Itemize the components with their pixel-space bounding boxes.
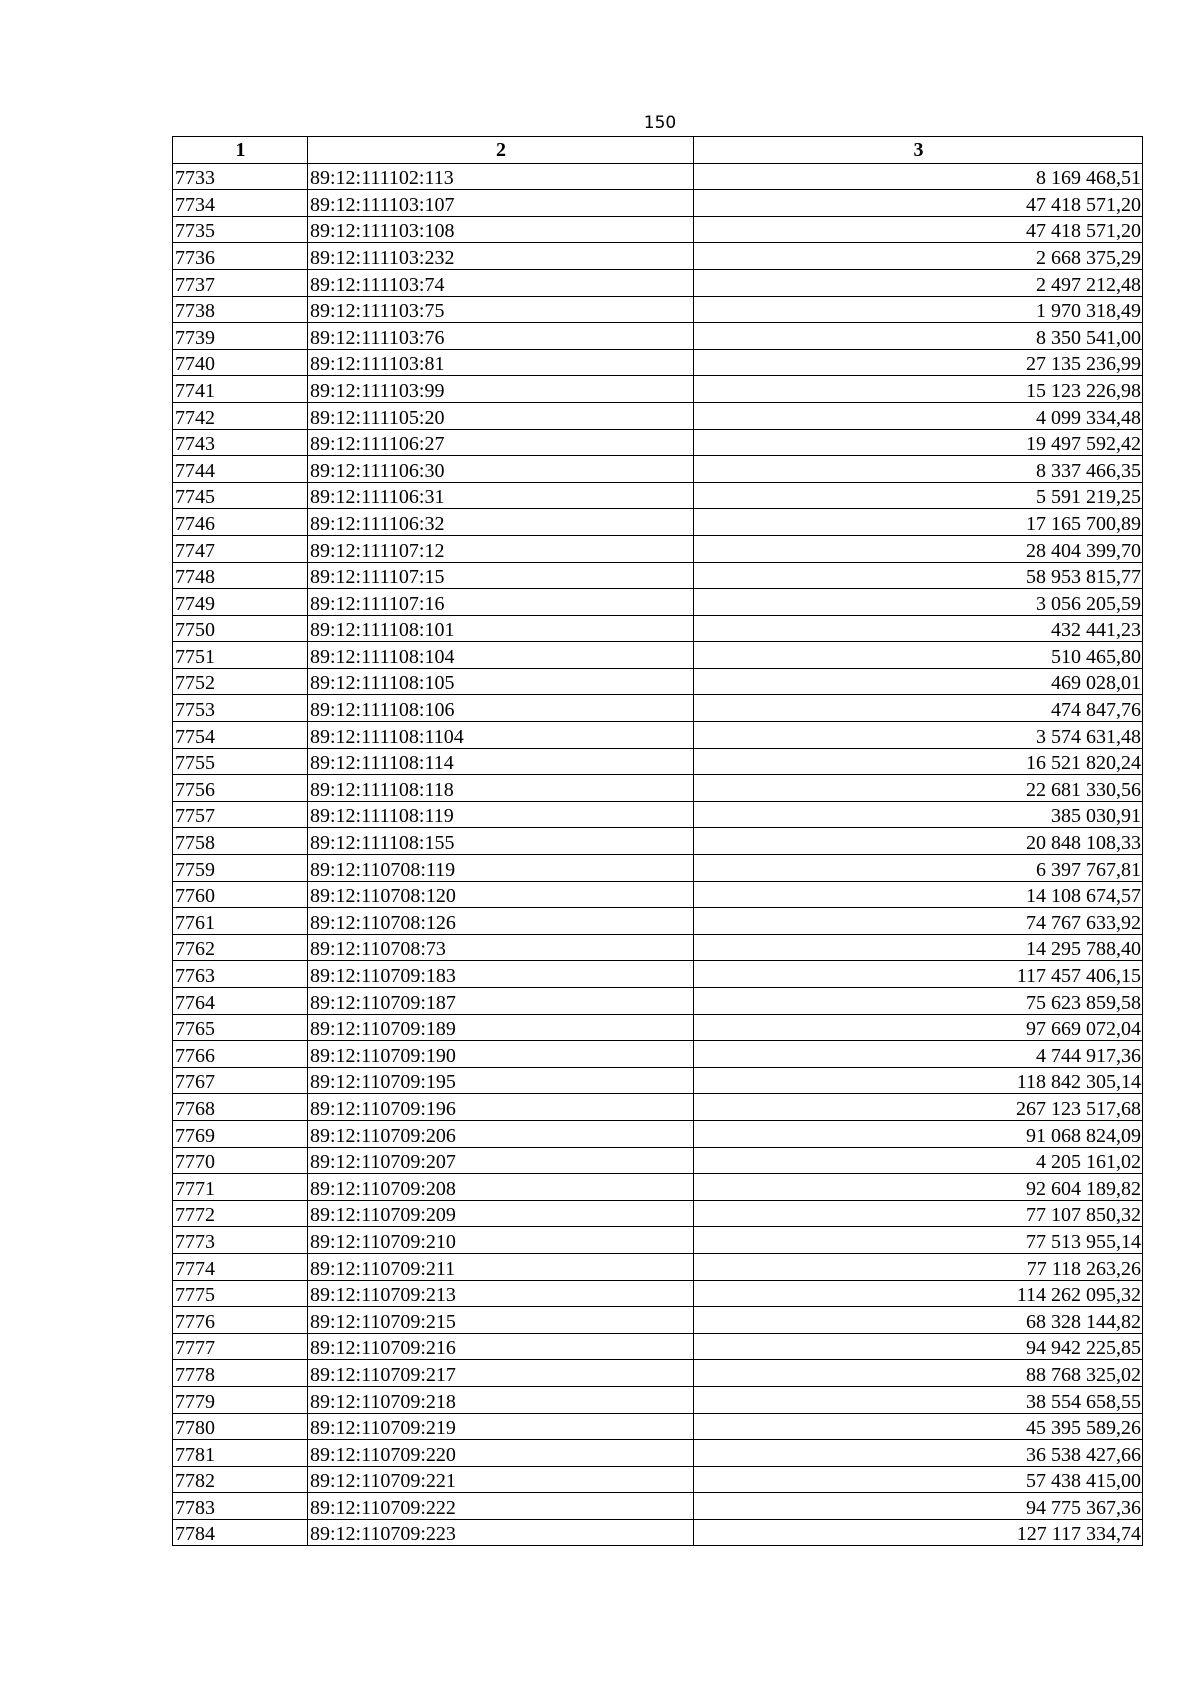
row-number-cell: 7782: [173, 1466, 308, 1493]
value-cell: 4 205 161,02: [694, 1147, 1143, 1174]
row-number-cell: 7760: [173, 881, 308, 908]
value-cell: 469 028,01: [694, 668, 1143, 695]
row-number-cell: 7733: [173, 163, 308, 190]
value-cell: 68 328 144,82: [694, 1307, 1143, 1334]
cadastral-number-cell: 89:12:111108:1104: [308, 722, 694, 749]
table-row: [173, 961, 1143, 988]
table-row: [173, 828, 1143, 855]
row-number-cell: 7753: [173, 695, 308, 722]
table-row: [173, 1094, 1143, 1121]
table-row: [173, 269, 1143, 296]
table-row: [173, 1333, 1143, 1360]
cadastral-number-cell: 89:12:111108:104: [308, 642, 694, 669]
value-cell: 94 775 367,36: [694, 1493, 1143, 1520]
table-row: [173, 535, 1143, 562]
cadastral-number-cell: 89:12:111103:107: [308, 190, 694, 217]
cadastral-number-cell: 89:12:110709:219: [308, 1413, 694, 1440]
table-row: [173, 881, 1143, 908]
row-number-cell: 7745: [173, 482, 308, 509]
table-row: [173, 1466, 1143, 1493]
cadastral-number-cell: 89:12:111106:32: [308, 509, 694, 536]
table-row: [173, 1493, 1143, 1520]
cadastral-number-cell: 89:12:110709:187: [308, 988, 694, 1015]
table-row: [173, 296, 1143, 323]
value-cell: 1 970 318,49: [694, 296, 1143, 323]
value-cell: 15 123 226,98: [694, 376, 1143, 403]
value-cell: 114 262 095,32: [694, 1280, 1143, 1307]
value-cell: 97 669 072,04: [694, 1014, 1143, 1041]
header-row: [173, 137, 1143, 164]
row-number-cell: 7751: [173, 642, 308, 669]
cadastral-number-cell: 89:12:110709:189: [308, 1014, 694, 1041]
row-number-cell: 7765: [173, 1014, 308, 1041]
table-row: [173, 1413, 1143, 1440]
value-cell: 4 744 917,36: [694, 1041, 1143, 1068]
value-cell: 45 395 589,26: [694, 1413, 1143, 1440]
table-row: [173, 722, 1143, 749]
row-number-cell: 7740: [173, 349, 308, 376]
value-cell: 16 521 820,24: [694, 748, 1143, 775]
table-row: [173, 695, 1143, 722]
cadastral-number-cell: 89:12:111106:31: [308, 482, 694, 509]
value-cell: 117 457 406,15: [694, 961, 1143, 988]
cadastral-number-cell: 89:12:111103:74: [308, 269, 694, 296]
page-number: 150: [643, 113, 677, 133]
cadastral-value-table: [172, 136, 1143, 1546]
value-cell: 17 165 700,89: [694, 509, 1143, 536]
cadastral-number-cell: 89:12:111108:118: [308, 775, 694, 802]
value-cell: 47 418 571,20: [694, 190, 1143, 217]
cadastral-number-cell: 89:12:110709:213: [308, 1280, 694, 1307]
row-number-cell: 7783: [173, 1493, 308, 1520]
row-number-cell: 7742: [173, 402, 308, 429]
value-cell: 28 404 399,70: [694, 535, 1143, 562]
cadastral-number-cell: 89:12:111107:16: [308, 589, 694, 616]
value-cell: 22 681 330,56: [694, 775, 1143, 802]
table-row: [173, 589, 1143, 616]
row-number-cell: 7780: [173, 1413, 308, 1440]
table-row: [173, 456, 1143, 483]
table-row: [173, 1200, 1143, 1227]
table-row: [173, 1120, 1143, 1147]
value-cell: 19 497 592,42: [694, 429, 1143, 456]
value-cell: 4 099 334,48: [694, 402, 1143, 429]
table-row: [173, 988, 1143, 1015]
cadastral-number-cell: 89:12:110709:215: [308, 1307, 694, 1334]
value-cell: 3 056 205,59: [694, 589, 1143, 616]
table-row: [173, 429, 1143, 456]
cadastral-number-cell: 89:12:110709:216: [308, 1333, 694, 1360]
table-row: [173, 1014, 1143, 1041]
cadastral-number-cell: 89:12:111108:101: [308, 615, 694, 642]
value-cell: 118 842 305,14: [694, 1067, 1143, 1094]
value-cell: 432 441,23: [694, 615, 1143, 642]
row-number-cell: 7763: [173, 961, 308, 988]
table-row: [173, 482, 1143, 509]
cadastral-number-cell: 89:12:110709:207: [308, 1147, 694, 1174]
cadastral-number-cell: 89:12:110708:73: [308, 934, 694, 961]
row-number-cell: 7743: [173, 429, 308, 456]
table-row: [173, 1280, 1143, 1307]
value-cell: 92 604 189,82: [694, 1174, 1143, 1201]
cadastral-number-cell: 89:12:110709:209: [308, 1200, 694, 1227]
column-header-3: 3: [694, 137, 1143, 164]
row-number-cell: 7781: [173, 1440, 308, 1467]
cadastral-number-cell: 89:12:110709:206: [308, 1120, 694, 1147]
table-row: [173, 1307, 1143, 1334]
cadastral-number-cell: 89:12:111103:108: [308, 216, 694, 243]
table-row: [173, 908, 1143, 935]
table-row: [173, 1253, 1143, 1280]
table-row: [173, 562, 1143, 589]
row-number-cell: 7736: [173, 243, 308, 270]
value-cell: 77 118 263,26: [694, 1253, 1143, 1280]
value-cell: 267 123 517,68: [694, 1094, 1143, 1121]
row-number-cell: 7772: [173, 1200, 308, 1227]
value-cell: 75 623 859,58: [694, 988, 1143, 1015]
row-number-cell: 7762: [173, 934, 308, 961]
table-row: [173, 1147, 1143, 1174]
cadastral-number-cell: 89:12:111106:30: [308, 456, 694, 483]
table-row: [173, 1067, 1143, 1094]
cadastral-number-cell: 89:12:110709:210: [308, 1227, 694, 1254]
cadastral-number-cell: 89:12:110709:208: [308, 1174, 694, 1201]
cadastral-number-cell: 89:12:110709:211: [308, 1253, 694, 1280]
cadastral-number-cell: 89:12:111108:114: [308, 748, 694, 775]
row-number-cell: 7764: [173, 988, 308, 1015]
row-number-cell: 7758: [173, 828, 308, 855]
cadastral-number-cell: 89:12:111108:119: [308, 801, 694, 828]
cadastral-number-cell: 89:12:111107:12: [308, 535, 694, 562]
table-row: [173, 243, 1143, 270]
table-row: [173, 216, 1143, 243]
row-number-cell: 7774: [173, 1253, 308, 1280]
row-number-cell: 7750: [173, 615, 308, 642]
value-cell: 8 337 466,35: [694, 456, 1143, 483]
value-cell: 14 108 674,57: [694, 881, 1143, 908]
row-number-cell: 7737: [173, 269, 308, 296]
value-cell: 77 107 850,32: [694, 1200, 1143, 1227]
row-number-cell: 7744: [173, 456, 308, 483]
row-number-cell: 7752: [173, 668, 308, 695]
table-row: [173, 323, 1143, 350]
table-row: [173, 1519, 1143, 1546]
table-row: [173, 1360, 1143, 1387]
value-cell: 385 030,91: [694, 801, 1143, 828]
row-number-cell: 7746: [173, 509, 308, 536]
table-row: [173, 615, 1143, 642]
cadastral-number-cell: 89:12:111107:15: [308, 562, 694, 589]
row-number-cell: 7734: [173, 190, 308, 217]
value-cell: 47 418 571,20: [694, 216, 1143, 243]
value-cell: 8 169 468,51: [694, 163, 1143, 190]
row-number-cell: 7776: [173, 1307, 308, 1334]
cadastral-number-cell: 89:12:111105:20: [308, 402, 694, 429]
cadastral-number-cell: 89:12:111108:105: [308, 668, 694, 695]
cadastral-number-cell: 89:12:110708:126: [308, 908, 694, 935]
cadastral-number-cell: 89:12:110709:183: [308, 961, 694, 988]
row-number-cell: 7778: [173, 1360, 308, 1387]
cadastral-number-cell: 89:12:110709:221: [308, 1466, 694, 1493]
table-row: [173, 934, 1143, 961]
row-number-cell: 7759: [173, 855, 308, 882]
table-row: [173, 376, 1143, 403]
cadastral-number-cell: 89:12:110709:217: [308, 1360, 694, 1387]
row-number-cell: 7757: [173, 801, 308, 828]
cadastral-number-cell: 89:12:110709:223: [308, 1519, 694, 1546]
row-number-cell: 7755: [173, 748, 308, 775]
value-cell: 5 591 219,25: [694, 482, 1143, 509]
row-number-cell: 7773: [173, 1227, 308, 1254]
table-body: [173, 163, 1143, 1546]
cadastral-number-cell: 89:12:111103:232: [308, 243, 694, 270]
row-number-cell: 7777: [173, 1333, 308, 1360]
row-number-cell: 7735: [173, 216, 308, 243]
cadastral-number-cell: 89:12:111103:99: [308, 376, 694, 403]
row-number-cell: 7738: [173, 296, 308, 323]
table-row: [173, 402, 1143, 429]
cadastral-number-cell: 89:12:110709:195: [308, 1067, 694, 1094]
table-row: [173, 1227, 1143, 1254]
row-number-cell: 7749: [173, 589, 308, 616]
column-header-2: 2: [308, 137, 694, 164]
value-cell: 510 465,80: [694, 642, 1143, 669]
cadastral-number-cell: 89:12:110709:190: [308, 1041, 694, 1068]
table-row: [173, 855, 1143, 882]
table-row: [173, 1041, 1143, 1068]
value-cell: 58 953 815,77: [694, 562, 1143, 589]
cadastral-number-cell: 89:12:111108:155: [308, 828, 694, 855]
table-row: [173, 775, 1143, 802]
value-cell: 2 497 212,48: [694, 269, 1143, 296]
row-number-cell: 7748: [173, 562, 308, 589]
value-cell: 127 117 334,74: [694, 1519, 1143, 1546]
table-row: [173, 1440, 1143, 1467]
value-cell: 27 135 236,99: [694, 349, 1143, 376]
cadastral-number-cell: 89:12:110709:220: [308, 1440, 694, 1467]
cadastral-number-cell: 89:12:110708:119: [308, 855, 694, 882]
cadastral-number-cell: 89:12:111103:76: [308, 323, 694, 350]
value-cell: 74 767 633,92: [694, 908, 1143, 935]
value-cell: 77 513 955,14: [694, 1227, 1143, 1254]
table-row: [173, 509, 1143, 536]
cadastral-number-cell: 89:12:111106:27: [308, 429, 694, 456]
value-cell: 38 554 658,55: [694, 1386, 1143, 1413]
table-header: [173, 137, 1143, 164]
table-row: [173, 748, 1143, 775]
table-row: [173, 668, 1143, 695]
value-cell: 36 538 427,66: [694, 1440, 1143, 1467]
cadastral-number-cell: 89:12:111108:106: [308, 695, 694, 722]
row-number-cell: 7770: [173, 1147, 308, 1174]
cadastral-number-cell: 89:12:111103:75: [308, 296, 694, 323]
row-number-cell: 7739: [173, 323, 308, 350]
value-cell: 91 068 824,09: [694, 1120, 1143, 1147]
value-cell: 94 942 225,85: [694, 1333, 1143, 1360]
row-number-cell: 7775: [173, 1280, 308, 1307]
cadastral-number-cell: 89:12:110708:120: [308, 881, 694, 908]
table-row: [173, 1386, 1143, 1413]
value-cell: 2 668 375,29: [694, 243, 1143, 270]
row-number-cell: 7784: [173, 1519, 308, 1546]
row-number-cell: 7771: [173, 1174, 308, 1201]
cadastral-number-cell: 89:12:110709:222: [308, 1493, 694, 1520]
row-number-cell: 7766: [173, 1041, 308, 1068]
value-cell: 6 397 767,81: [694, 855, 1143, 882]
row-number-cell: 7779: [173, 1386, 308, 1413]
row-number-cell: 7747: [173, 535, 308, 562]
row-number-cell: 7767: [173, 1067, 308, 1094]
value-cell: 474 847,76: [694, 695, 1143, 722]
value-cell: 88 768 325,02: [694, 1360, 1143, 1387]
column-header-1: 1: [173, 137, 308, 164]
row-number-cell: 7769: [173, 1120, 308, 1147]
value-cell: 57 438 415,00: [694, 1466, 1143, 1493]
value-cell: 14 295 788,40: [694, 934, 1143, 961]
row-number-cell: 7761: [173, 908, 308, 935]
cadastral-number-cell: 89:12:110709:218: [308, 1386, 694, 1413]
row-number-cell: 7754: [173, 722, 308, 749]
value-cell: 3 574 631,48: [694, 722, 1143, 749]
table-row: [173, 1174, 1143, 1201]
row-number-cell: 7756: [173, 775, 308, 802]
table-row: [173, 163, 1143, 190]
value-cell: 20 848 108,33: [694, 828, 1143, 855]
cadastral-number-cell: 89:12:110709:196: [308, 1094, 694, 1121]
table-row: [173, 801, 1143, 828]
value-cell: 8 350 541,00: [694, 323, 1143, 350]
row-number-cell: 7768: [173, 1094, 308, 1121]
table-row: [173, 190, 1143, 217]
table-row: [173, 642, 1143, 669]
table-row: [173, 349, 1143, 376]
cadastral-number-cell: 89:12:111102:113: [308, 163, 694, 190]
cadastral-number-cell: 89:12:111103:81: [308, 349, 694, 376]
row-number-cell: 7741: [173, 376, 308, 403]
